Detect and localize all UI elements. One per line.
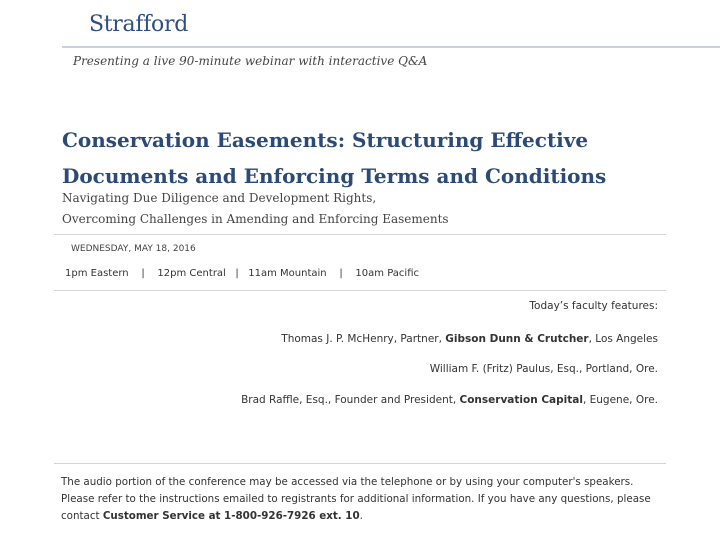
audio-instructions: The audio portion of the conference may be accessed via the telephone or by using your computer's speakers. Please refer to the instructions emailed to registrants for additional information. If you have any questions, please contact Customer Service at 1-800-926-7926 ext. 10. [61, 476, 651, 522]
page-title [62, 122, 702, 194]
faculty-heading: Today’s faculty features: [529, 300, 658, 312]
strafford-logo: Strafford [89, 12, 188, 37]
webinar-date: WEDNESDAY, MAY 18, 2016 [71, 244, 196, 254]
title-line-2: Documents and Enforcing Terms and Conditions [62, 164, 607, 188]
customer-service-contact: Customer Service at 1-800-926-7926 ext. 10 [102, 510, 360, 522]
schedule-top-divider [54, 234, 666, 235]
page-subtitle [62, 188, 682, 230]
header-divider [62, 46, 720, 48]
faculty-member: Brad Raffle, Esq., Founder and President, Conservation Capital, Eugene, Ore. [241, 394, 658, 406]
title-line-1: Conservation Easements: Structuring Effective [62, 128, 589, 152]
subtitle-line-1: Navigating Due Diligence and Development Rights, [62, 191, 377, 205]
schedule-bottom-divider [54, 290, 666, 291]
faculty-firm: Conservation Capital [459, 394, 583, 406]
footer-divider [54, 463, 666, 464]
webinar-tagline: Presenting a live 90-minute webinar with interactive Q&A [73, 54, 428, 68]
subtitle-line-2: Overcoming Challenges in Amending and Enforcing Easements [62, 212, 449, 226]
webinar-times: 1pm Eastern | 12pm Central | 11am Mountain | 10am Pacific [65, 268, 419, 279]
faculty-firm: Gibson Dunn & Crutcher [445, 333, 589, 345]
faculty-member: William F. (Fritz) Paulus, Esq., Portland, Ore. [429, 363, 658, 375]
faculty-member: Thomas J. P. McHenry, Partner, Gibson Dunn & Crutcher, Los Angeles [281, 333, 658, 345]
